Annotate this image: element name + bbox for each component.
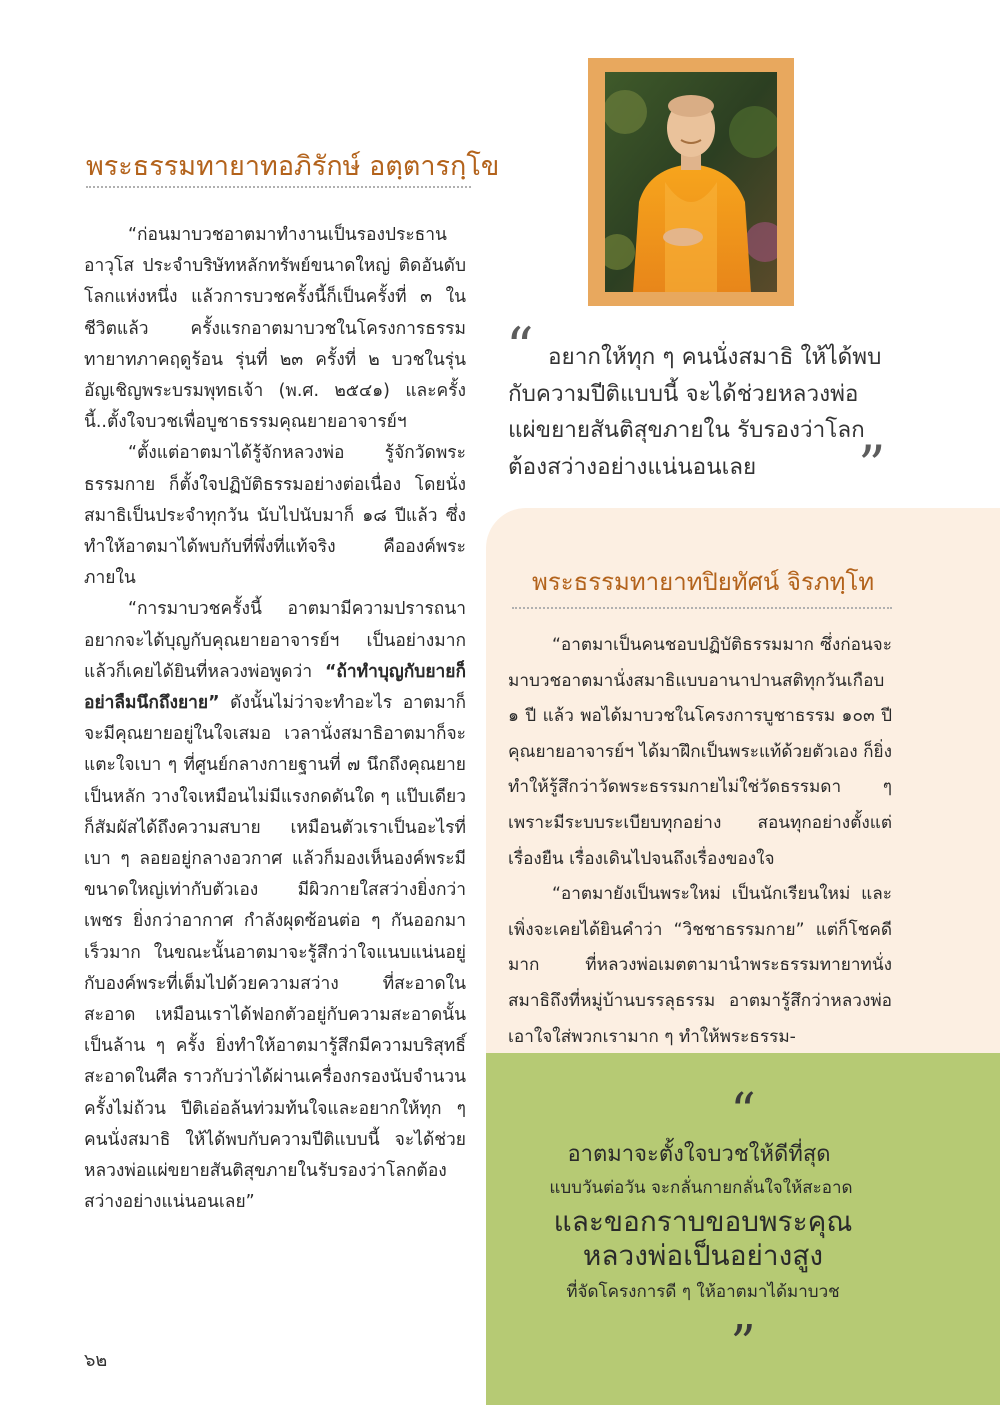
right-paragraph-2: “อาตมายังเป็นพระใหม่ เป็นนักเรียนใหม่ และเพิ่งจะเคยได้ยินคำว่า “วิชชาธรรมกาย” แต่ก็โชคดีมาก ที่หลวงพ่อเมตตามานำพระธรรมทายาทนั่งสมาธิถึงที่หมู่บ้านบรรลุธรรม อาตมารู้สึกว่าหลวงพ่อเอาใจใส่พวกเรามาก ๆ ทำให้พระธรรม- <box>508 884 892 1047</box>
pull-quote-line-1: อยากให้ทุก ๆ คนนั่งสมาธิ ให้ได้พบ <box>548 344 882 370</box>
left-article-heading: พระธรรมทายาทอภิรักษ์ อตฺตารกฺโข <box>86 151 500 182</box>
green-quote-line-3: และขอกราบขอบพระคุณ <box>553 1205 853 1238</box>
green-quote-line-2: แบบวันต่อวัน จะกลั่นกายกลั่นใจให้สะอาด <box>549 1178 853 1198</box>
left-article-body <box>84 220 466 1219</box>
right-heading-dotted-divider <box>512 607 892 609</box>
right-article-heading: พระธรรมทายาทปิยทัศน์ จิรภทฺโท <box>532 568 875 596</box>
green-quote-line-4: หลวงพ่อเป็นอย่างสูง <box>582 1239 824 1272</box>
page-number: ๖๒ <box>84 1350 108 1371</box>
left-paragraph-3 <box>84 594 466 1218</box>
left-paragraph-2: “ตั้งแต่อาตมาได้รู้จักหลวงพ่อ รู้จักวัดพระธรรมกาย ก็ตั้งใจปฏิบัติธรรมอย่างต่อเนื่อง โดยนั่งสมาธิเป็นประจำทุกวัน นับไปนับมาก็ ๑๘ ปีแล้ว ซึ่งทำให้อาตมาได้พบกับที่พึ่งที่แท้จริง คือองค์พระภายใน <box>84 443 466 589</box>
monk-portrait-photo <box>605 72 777 292</box>
pull-quote-open-mark: “ <box>506 316 534 379</box>
left-paragraph-3-start: “การมาบวชครั้งนี้ อาตมามีความปรารถนาอยากจะได้บุญกับคุณยายอาจารย์ฯ เป็นอย่างมาก แล้วก็เคยได้ยินที่หลวงพ่อพูดว่า <box>84 599 466 682</box>
pull-quote-text <box>508 339 892 485</box>
right-article-body <box>508 628 892 1055</box>
pull-quote-line-2: กับความปีติแบบนี้ จะได้ช่วยหลวงพ่อ <box>508 380 859 407</box>
green-quote-open-mark: “ <box>730 1082 756 1140</box>
left-paragraph-3-end: ดังนั้นไม่ว่าจะทำอะไร อาตมาก็จะมีคุณยายอยู่ในใจเสมอ เวลานั่งสมาธิอาตมาก็จะแตะใจเบา ๆ ที่ศูนย์กลางกายฐานที่ ๗ นึกถึงคุณยายเป็นหลัก วางใจเหมือนไม่มีแรงกดดันใด ๆ แป๊บเดียวก็สัมผัสได้ถึงความสบาย เหมือนตัวเราเป็นอะไรที่เบา ๆ ลอยอยู่กลางอวกาศ แล้วก็มองเห็นองค์พระมีขนาดใหญ่เท่ากับตัวเอง มีผิวกายใสสว่างยิ่งกว่าเพชร ยิ่งกว่าอากาศ กำลังผุดซ้อนต่อ ๆ กันออกมาเร็วมาก ในขณะนั้นอาตมาจะรู้สึกว่าใจแนบแน่นอยู่กับองค์พระที่เต็มไปด้วยความสว่าง ที่สะอาดในสะอาด เหมือนเราได้ฟอกตัวอยู่กับความสะอาดนั้นเป็นล้าน ๆ ครั้ง ยิ่งทำให้อาตมารู้สึกมีความบริสุทธิ์สะอาดในศีล ราวกับว่าได้ผ่านเครื่องกรองนับจำนวนครั้งไม่ถ้วน ปีติเอ่อล้นท่วมท้นใจและอยากให้ทุก ๆ คนนั่งสมาธิ ให้ได้พบกับความปีติแบบนี้ จะได้ช่วยหลวงพ่อแผ่ขยายสันติสุขภายในรับรองว่าโลกต้องสว่างอย่างแน่นอนเลย” <box>84 693 466 1213</box>
pull-quote-line-3: แผ่ขยายสันติสุขภายใน รับรองว่าโลก <box>508 417 865 443</box>
left-paragraph-1: “ก่อนมาบวชอาตมาทำงานเป็นรองประธานอาวุโส ประจำบริษัทหลักทรัพย์ขนาดใหญ่ ติดอันดับโลกแห่งหนึ่ง แล้วการบวชครั้งนี้ก็เป็นครั้งที่ ๓ ในชีวิตแล้ว ครั้งแรกอาตมาบวชในโครงการธรรมทายาทภาคฤดูร้อน รุ่นที่ ๒๓ ครั้งที่ ๒ บวชในรุ่นอัญเชิญพระบรมพุทธเจ้า (พ.ศ. ๒๕๔๑) และครั้งนี้..ตั้งใจบวชเพื่อบูชาธรรมคุณยายอาจารย์ฯ <box>84 225 466 433</box>
green-quote-line-1: อาตมาจะตั้งใจบวชให้ดีที่สุด <box>567 1142 831 1167</box>
pull-quote-close-mark: ” <box>858 434 886 497</box>
left-paragraph-3-bold-quote: “ถ้าทำบุญกับยายก็อย่าลืมนึกถึงยาย” <box>84 661 466 714</box>
pull-quote-line-4: ต้องสว่างอย่างแน่นอนเลย <box>508 453 757 480</box>
left-heading-dotted-divider <box>86 186 471 188</box>
right-paragraph-1: “อาตมาเป็นคนชอบปฏิบัติธรรมมาก ซึ่งก่อนจะมาบวชอาตมานั่งสมาธิแบบอานาปานสติทุกวันเกือบ ๑ ปี แล้ว พอได้มาบวชในโครงการบูชาธรรม ๑๐๓ ปี คุณยายอาจารย์ฯ ได้มาฝึกเป็นพระแท้ด้วยตัวเอง ก็ยิ่งทำให้รู้สึกว่าวัดพระธรรมกายไม่ใช่วัดธรรมดา ๆ เพราะมีระบบระเบียบทุกอย่าง สอนทุกอย่างตั้งแต่เรื่องยืน เรื่องเดินไปจนถึงเรื่องของใจ <box>508 635 892 869</box>
green-quote-line-5: ที่จัดโครงการดี ๆ ให้อาตมาได้มาบวช <box>566 1282 840 1302</box>
green-quote-close-mark: ” <box>730 1314 756 1372</box>
